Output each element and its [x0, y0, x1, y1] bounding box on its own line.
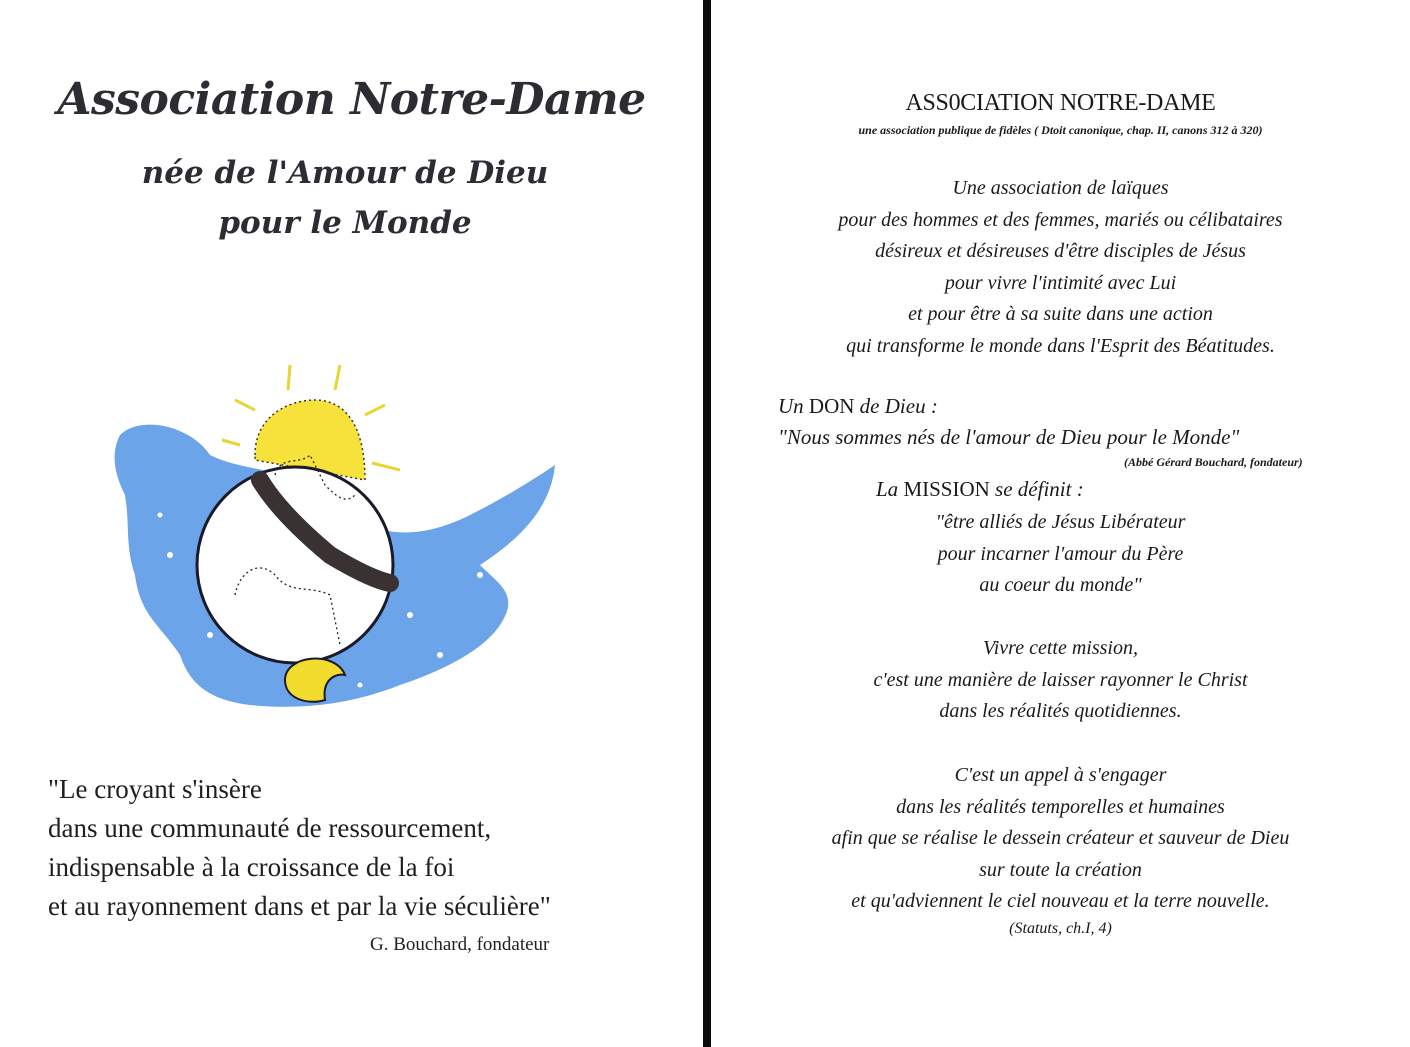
- appel-block: [711, 760, 1410, 918]
- text-line: pour incarner l'amour du Père: [937, 542, 1184, 565]
- text-line: pour des hommes et des femmes, mariés ou célibataires: [838, 208, 1283, 231]
- text-line: qui transforme le monde dans l'Esprit des Béatitudes.: [846, 334, 1275, 357]
- mission-heading: [876, 477, 1084, 502]
- label-strong: DON: [808, 394, 855, 418]
- right-page: [711, 0, 1410, 1047]
- text-line: Une association de laïques: [952, 177, 1169, 199]
- text-line: dans les réalités quotidiennes.: [939, 700, 1182, 722]
- subtitle-line: pour le Monde: [218, 205, 472, 241]
- text-line: Vivre cette mission,: [983, 637, 1138, 659]
- sun-earth-moon-logo-icon: [100, 355, 570, 745]
- text-line: et qu'adviennent le ciel nouveau et la terre nouvelle.: [851, 890, 1270, 912]
- label-strong: MISSION: [903, 477, 990, 501]
- subtitle-line: née de l'Amour de Dieu: [141, 155, 549, 191]
- text-line: C'est un appel à s'engager: [954, 764, 1167, 786]
- text-line: c'est une manière de laisser rayonner le Christ: [873, 668, 1248, 691]
- quote-line: et au rayonnement dans et par la vie séculière": [48, 891, 551, 921]
- left-page: [0, 0, 703, 1047]
- mission-quote: [711, 507, 1410, 602]
- intro-block: [711, 173, 1410, 362]
- label-part: La: [876, 477, 904, 501]
- text-line: pour vivre l'intimité avec Lui: [944, 271, 1177, 294]
- page-title: ASS0CIATION NOTRE-DAME: [905, 90, 1216, 116]
- founder-quote: [48, 770, 551, 926]
- page-title: [0, 74, 703, 125]
- quote-line: "Le croyant s'insère: [48, 774, 262, 804]
- text-line: afin que se réalise le dessein créateur et sauveur de Dieu: [831, 827, 1290, 849]
- page-divider: [703, 0, 711, 1047]
- label-part: Un: [778, 394, 809, 418]
- source-reference: (Statuts, ch.I, 4): [1009, 920, 1112, 937]
- text-line: dans les réalités temporelles et humaines: [896, 795, 1225, 818]
- text-line: et pour être à sa suite dans une action: [908, 303, 1213, 325]
- don-attribution: (Abbé Gérard Bouchard, fondateur): [1124, 455, 1303, 469]
- text-line: "être alliés de Jésus Libérateur: [935, 511, 1186, 533]
- don-quote: "Nous sommes nés de l'amour de Dieu pour le Monde": [778, 425, 1240, 449]
- quote-author: G. Bouchard, fondateur: [370, 934, 550, 955]
- don-heading: [778, 394, 938, 419]
- label-part: de Dieu :: [854, 394, 938, 418]
- text-line: désireux et désireuses d'être disciples de Jésus: [875, 240, 1246, 262]
- quote-line: dans une communauté de ressourcement,: [48, 813, 492, 843]
- text-line: au coeur du monde": [979, 574, 1142, 596]
- label-part: se définit :: [989, 477, 1084, 501]
- vivre-block: [711, 633, 1410, 728]
- title-text: Association Notre-Dame: [57, 74, 646, 125]
- text-line: sur toute la création: [979, 858, 1142, 881]
- page-subtitle: une association publique de fidèles ( Dtoit canonique, chap. II, canons 312 à 320): [858, 123, 1263, 137]
- quote-line: indispensable à la croissance de la foi: [48, 852, 455, 882]
